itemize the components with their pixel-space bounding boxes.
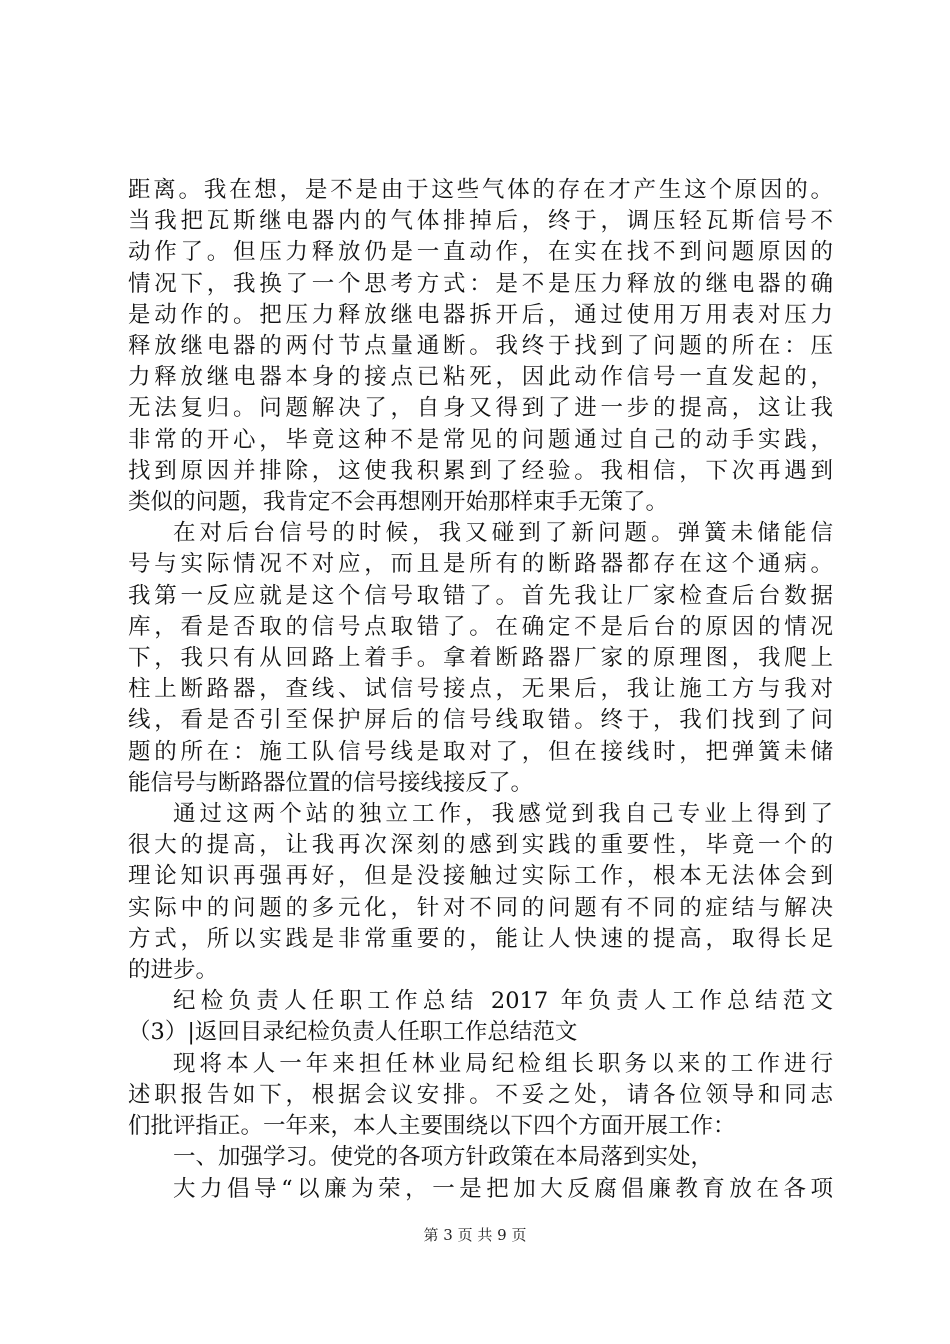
text-line: 线，看是否引至保护屏后的信号线取错。终于，我们找到了问 [128, 707, 833, 734]
page-number: 第 3 页 共 9 页 [423, 1226, 527, 1244]
text-line: 在对后台信号的时候，我又碰到了新问题。弹簧未储能信 [173, 520, 833, 547]
text-line: 的进步。 [128, 957, 219, 984]
text-line: 实际中的问题的多元化，针对不同的问题有不同的症结与解决 [128, 894, 833, 921]
text-line: 述职报告如下，根据会议安排。不妥之处，请各位领导和同志 [128, 1081, 833, 1108]
text-line: 很大的提高，让我再次深刻的感到实践的重要性，毕竟一个的 [128, 832, 833, 859]
text-line: 库，看是否取的信号点取错了。在确定不是后台的原因的情况 [128, 613, 833, 640]
text-line: 找到原因并排除，这使我积累到了经验。我相信，下次再遇到 [128, 457, 833, 484]
text-line: 类似的问题，我肯定不会再想刚开始那样束手无策了。 [128, 489, 669, 516]
text-line: 情况下，我换了一个思考方式：是不是压力释放的继电器的确 [128, 270, 833, 297]
text-line: 释放继电器的两付节点量通断。我终于找到了问题的所在：压 [128, 333, 833, 360]
text-line: 力释放继电器本身的接点已粘死，因此动作信号一直发起的， [128, 364, 833, 391]
text-line: 大力倡导“以廉为荣，一是把加大反腐倡廉教育放在各项 [173, 1175, 833, 1202]
text-line: 当我把瓦斯继电器内的气体排掉后，终于，调压轻瓦斯信号不 [128, 208, 833, 235]
text-line: 动作了。但压力释放仍是一直动作，在实在找不到问题原因的 [128, 239, 833, 266]
text-line: 下，我只有从回路上着手。拿着断路器厂家的原理图，我爬上 [128, 645, 833, 672]
text-line: 距离。我在想，是不是由于这些气体的存在才产生这个原因的。 [128, 177, 833, 203]
body-text [128, 175, 833, 1205]
text-line: 现将本人一年来担任林业局纪检组长职务以来的工作进行 [173, 1050, 833, 1077]
text-line: 无法复归。问题解决了，自身又得到了进一步的提高，这让我 [128, 395, 833, 422]
text-line: 柱上断路器，查线、试信号接点，无果后，我让施工方与我对 [128, 676, 833, 703]
text-line: 理论知识再强再好，但是没接触过实际工作，根本无法体会到 [128, 863, 833, 890]
text-line: 能信号与断路器位置的信号接线接反了。 [128, 769, 534, 796]
section-heading: 纪检负责人任职工作总结 2017 年负责人工作总结范文 [173, 988, 833, 1015]
text-line: 号与实际情况不对应，而且是所有的断路器都存在这个通病。 [128, 551, 833, 578]
text-line: 非常的开心，毕竟这种不是常见的问题通过自己的动手实践， [128, 426, 833, 453]
text-line: 通过这两个站的独立工作，我感觉到我自己专业上得到了 [173, 801, 833, 828]
text-line: 一、加强学习。使党的各项方针政策在本局落到实处， [173, 1144, 714, 1171]
text-line: 是动作的。把压力释放继电器拆开后，通过使用万用表对压力 [128, 301, 833, 328]
text-line: 们批评指正。一年来，本人主要围绕以下四个方面开展工作： [128, 1113, 736, 1140]
text-line: 我第一反应就是这个信号取错了。首先我让厂家检查后台数据 [128, 582, 833, 609]
section-heading: （3）|返回目录纪检负责人任职工作总结范文 [128, 1019, 578, 1046]
text-line: 方式，所以实践是非常重要的，能让人快速的提高，取得长足 [128, 925, 833, 952]
text-line: 题的所在：施工队信号线是取对了，但在接线时，把弹簧未储 [128, 738, 833, 765]
